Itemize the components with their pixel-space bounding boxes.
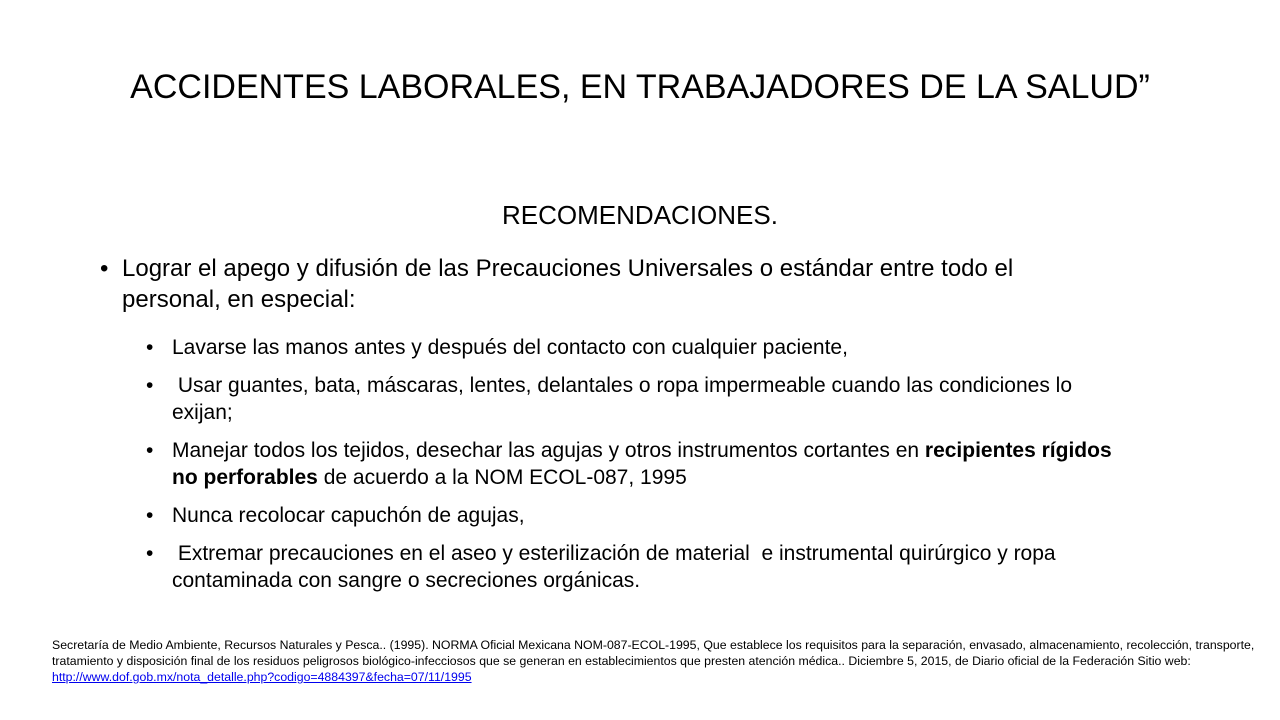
bullet-marker: • bbox=[100, 255, 109, 282]
bullet-marker: • bbox=[146, 336, 154, 359]
sub-bullet-emphasis: recipientes rígidos no perforables bbox=[172, 439, 1112, 489]
sub-bullet-item bbox=[146, 372, 1116, 426]
sub-bullet-text: Extremar precauciones en el aseo y esterilización de material e instrumental quirúrgico y ropa contaminada con sangre o secreciones orgánicas. bbox=[172, 542, 1062, 592]
sub-bullet-text: Nunca recolocar capuchón de agujas, bbox=[172, 504, 525, 527]
main-bullet bbox=[96, 253, 1116, 315]
sub-bullet-text-end: de acuerdo a la NOM ECOL-087, 1995 bbox=[317, 466, 687, 489]
sub-bullet-text: Usar guantes, bata, máscaras, lentes, delantales o ropa impermeable cuando las condiciones lo exijan; bbox=[172, 374, 1078, 424]
slide-subtitle: RECOMENDACIONES. bbox=[502, 200, 778, 230]
bullet-marker: • bbox=[146, 504, 154, 527]
sub-bullet-item bbox=[146, 540, 1116, 594]
sub-bullet-text-start: Manejar todos los tejidos, desechar las agujas y otros instrumentos cortantes en bbox=[172, 439, 925, 462]
sub-bullet-list bbox=[146, 334, 1116, 605]
sub-bullet-text bbox=[172, 439, 1112, 489]
sub-bullet-item bbox=[146, 502, 1116, 529]
bullet-marker: • bbox=[146, 542, 154, 565]
reference-citation bbox=[52, 637, 1272, 685]
slide-title: ACCIDENTES LABORALES, EN TRABAJADORES DE LA SALUD” bbox=[130, 68, 1150, 106]
bullet-marker: • bbox=[146, 374, 154, 397]
reference-link[interactable]: http://www.dof.gob.mx/nota_detalle.php?codigo=4884397&fecha=07/11/1995 bbox=[52, 670, 472, 684]
sub-bullet-item bbox=[146, 437, 1116, 491]
main-bullet-text: Lograr el apego y difusión de las Precauciones Universales o estándar entre todo el personal, en especial: bbox=[122, 255, 1014, 313]
reference-text: Secretaría de Medio Ambiente, Recursos Naturales y Pesca.. (1995). NORMA Oficial Mexicana NOM-087-ECOL-1995, Que establece los requisitos para la separación, envasado, almacenamiento, recolección, transporte, tratamiento y disposición final de los residuos peligrosos biológico-infecciosos que se generan en establecimientos que presten atención médica.. Diciembre 5, 2015, de Diario oficial de la Federación Sitio web: bbox=[52, 638, 1255, 668]
sub-bullet-text: Lavarse las manos antes y después del contacto con cualquier paciente, bbox=[172, 336, 848, 359]
sub-bullet-item bbox=[146, 334, 1116, 361]
bullet-marker: • bbox=[146, 439, 154, 462]
